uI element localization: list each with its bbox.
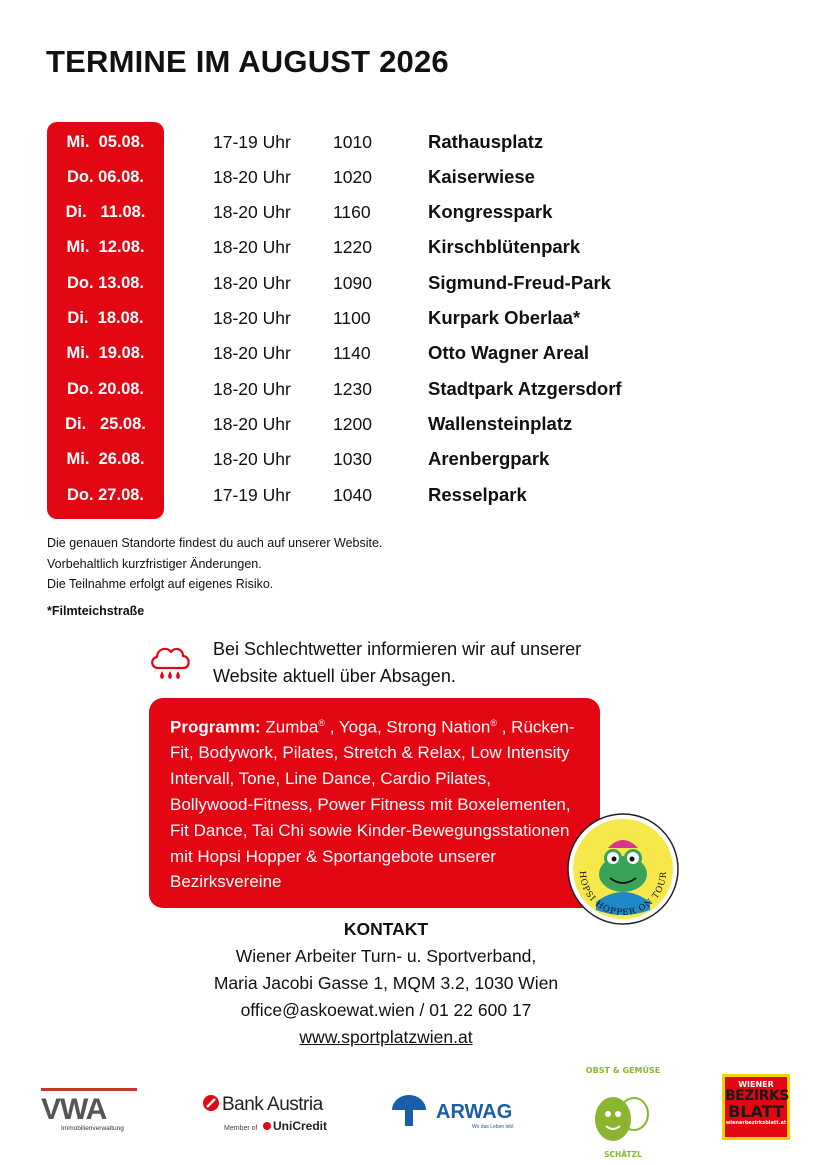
svg-text:UniCredit: UniCredit xyxy=(273,1119,327,1133)
weather-line: Website aktuell über Absagen. xyxy=(213,666,456,686)
event-date: Mi. 12.08. xyxy=(66,238,145,256)
weather-line: Bei Schlechtwetter informieren wir auf unserer xyxy=(213,639,582,659)
note-line: Die Teilnahme erfolgt auf eigenes Risiko. xyxy=(47,577,274,591)
svg-text:Bank Austria: Bank Austria xyxy=(222,1094,323,1115)
event-date: Di. 11.08. xyxy=(65,203,146,221)
event-date: Do. 20.08. xyxy=(66,380,145,398)
event-location: Arenbergpark xyxy=(428,448,550,469)
bezirksblatt-logo: WIENER BEZIRKS BLATT wienerbezirksblatt.at xyxy=(722,1074,790,1140)
event-time: 18-20 Uhr xyxy=(213,379,291,399)
bank-austria-logo xyxy=(200,1090,340,1136)
event-time: 18-20 Uhr xyxy=(213,449,291,469)
program-text: , Rücken-Fit, Bodywork, Pilates, Stretch & Relax, Low Intensity Intervall, Tone, Line Dance, Cardio Pilates, Bollywood-Fitness, Power Fitness mit Boxelementen, Fit Dance, Tai Chi sowie Kinder-Bewegungsstationen mit Hopsi Hopper & Sportangebote unserer Bezirksvereine xyxy=(170,717,575,892)
event-postal-code: 1230 xyxy=(333,379,372,399)
event-postal-code: 1040 xyxy=(333,485,372,505)
svg-text:SCHÄTZL: SCHÄTZL xyxy=(604,1150,642,1159)
event-postal-code: 1160 xyxy=(333,202,371,222)
rain-cloud-icon xyxy=(146,636,194,684)
schedule-row xyxy=(0,409,828,439)
note-line: Vorbehaltlich kurzfristiger Änderungen. xyxy=(47,556,262,571)
contact-address: Maria Jacobi Gasse 1, MQM 3.2, 1030 Wien xyxy=(213,973,559,993)
registered-mark: ® xyxy=(318,718,325,728)
event-date: Do. 13.08. xyxy=(66,274,145,292)
contact-heading: KONTAKT xyxy=(343,919,429,939)
contact-email-phone[interactable]: office@askoewat.wien / 01 22 600 17 xyxy=(240,1000,532,1020)
schedule-row xyxy=(0,232,828,262)
svg-text:VWA: VWA xyxy=(41,1093,107,1126)
footnote: *Filmteichstraße xyxy=(47,604,145,618)
contact-block xyxy=(160,916,612,1051)
event-location: Otto Wagner Areal xyxy=(428,342,590,363)
vwa-logo xyxy=(39,1085,139,1135)
event-postal-code: 1220 xyxy=(333,237,372,257)
event-location: Kirschblütenpark xyxy=(428,236,581,257)
website-link[interactable]: www.sportplatzwien.at xyxy=(299,1027,473,1047)
svg-text:ARWAG: ARWAG xyxy=(436,1101,513,1123)
event-postal-code: 1140 xyxy=(333,343,371,363)
event-location: Sigmund-Freud-Park xyxy=(428,272,611,293)
event-postal-code: 1200 xyxy=(333,414,372,434)
event-date: Mi. 19.08. xyxy=(66,344,145,362)
schedule-row xyxy=(0,268,828,298)
event-postal-code: 1100 xyxy=(333,308,371,328)
schedule-row xyxy=(0,197,828,227)
badge-text: HOPSI HOPPER ON TOUR xyxy=(576,870,670,919)
schedule-row xyxy=(0,303,828,333)
svg-text:Immobilienverwaltung: Immobilienverwaltung xyxy=(61,1125,124,1132)
program-label: Programm: xyxy=(170,717,261,737)
contact-org: Wiener Arbeiter Turn- u. Sportverband, xyxy=(235,946,537,966)
event-location: Kurpark Oberlaa* xyxy=(428,307,581,328)
event-date: Di. 18.08. xyxy=(67,309,144,327)
event-time: 18-20 Uhr xyxy=(213,202,291,222)
event-time: 18-20 Uhr xyxy=(213,308,291,328)
event-time: 17-19 Uhr xyxy=(213,132,291,152)
hopsi-hopper-badge-icon xyxy=(566,812,680,926)
event-postal-code: 1010 xyxy=(333,132,372,152)
event-location: Kongresspark xyxy=(428,201,553,222)
svg-text:OBST & GEMÜSE: OBST & GEMÜSE xyxy=(585,1066,661,1075)
event-time: 18-20 Uhr xyxy=(213,237,291,257)
page-title: TERMINE IM AUGUST 2026 xyxy=(46,44,449,79)
schedule-row xyxy=(0,162,828,192)
event-postal-code: 1030 xyxy=(333,449,372,469)
schedule-row xyxy=(0,338,828,368)
event-postal-code: 1090 xyxy=(333,273,372,293)
registered-mark: ® xyxy=(490,718,498,728)
svg-text:Wo das Leben lebt: Wo das Leben lebt xyxy=(472,1124,514,1130)
program-text: Zumba xyxy=(260,717,319,737)
event-date: Do. 06.08. xyxy=(66,168,145,186)
notes xyxy=(47,533,382,595)
event-date: Do. 27.08. xyxy=(66,486,145,504)
event-location: Rathausplatz xyxy=(428,131,544,152)
event-location: Wallensteinplatz xyxy=(428,413,573,434)
event-time: 18-20 Uhr xyxy=(213,273,291,293)
event-postal-code: 1020 xyxy=(333,167,372,187)
weather-notice xyxy=(213,636,633,690)
event-time: 18-20 Uhr xyxy=(213,343,291,363)
obst-gemuese-schaetzl-logo xyxy=(578,1064,668,1160)
arwag-logo xyxy=(390,1090,530,1130)
event-date: Di. 25.08. xyxy=(65,415,146,433)
svg-text:Member of: Member of xyxy=(224,1125,258,1132)
event-location: Stadtpark Atzgersdorf xyxy=(428,378,622,399)
program-box xyxy=(149,698,600,908)
schedule-row xyxy=(0,480,828,510)
event-location: Resselpark xyxy=(428,484,527,505)
event-location: Kaiserwiese xyxy=(428,166,535,187)
schedule-row xyxy=(0,374,828,404)
note-line: Die genauen Standorte findest du auch auf unserer Website. xyxy=(47,536,383,550)
event-time: 18-20 Uhr xyxy=(213,414,291,434)
event-date: Mi. 26.08. xyxy=(66,450,145,468)
schedule-row xyxy=(0,127,828,157)
event-time: 17-19 Uhr xyxy=(213,485,291,505)
event-date: Mi. 05.08. xyxy=(66,133,145,151)
event-time: 18-20 Uhr xyxy=(213,167,291,187)
schedule-row xyxy=(0,444,828,474)
program-text: , Yoga, Strong Nation xyxy=(324,717,491,737)
